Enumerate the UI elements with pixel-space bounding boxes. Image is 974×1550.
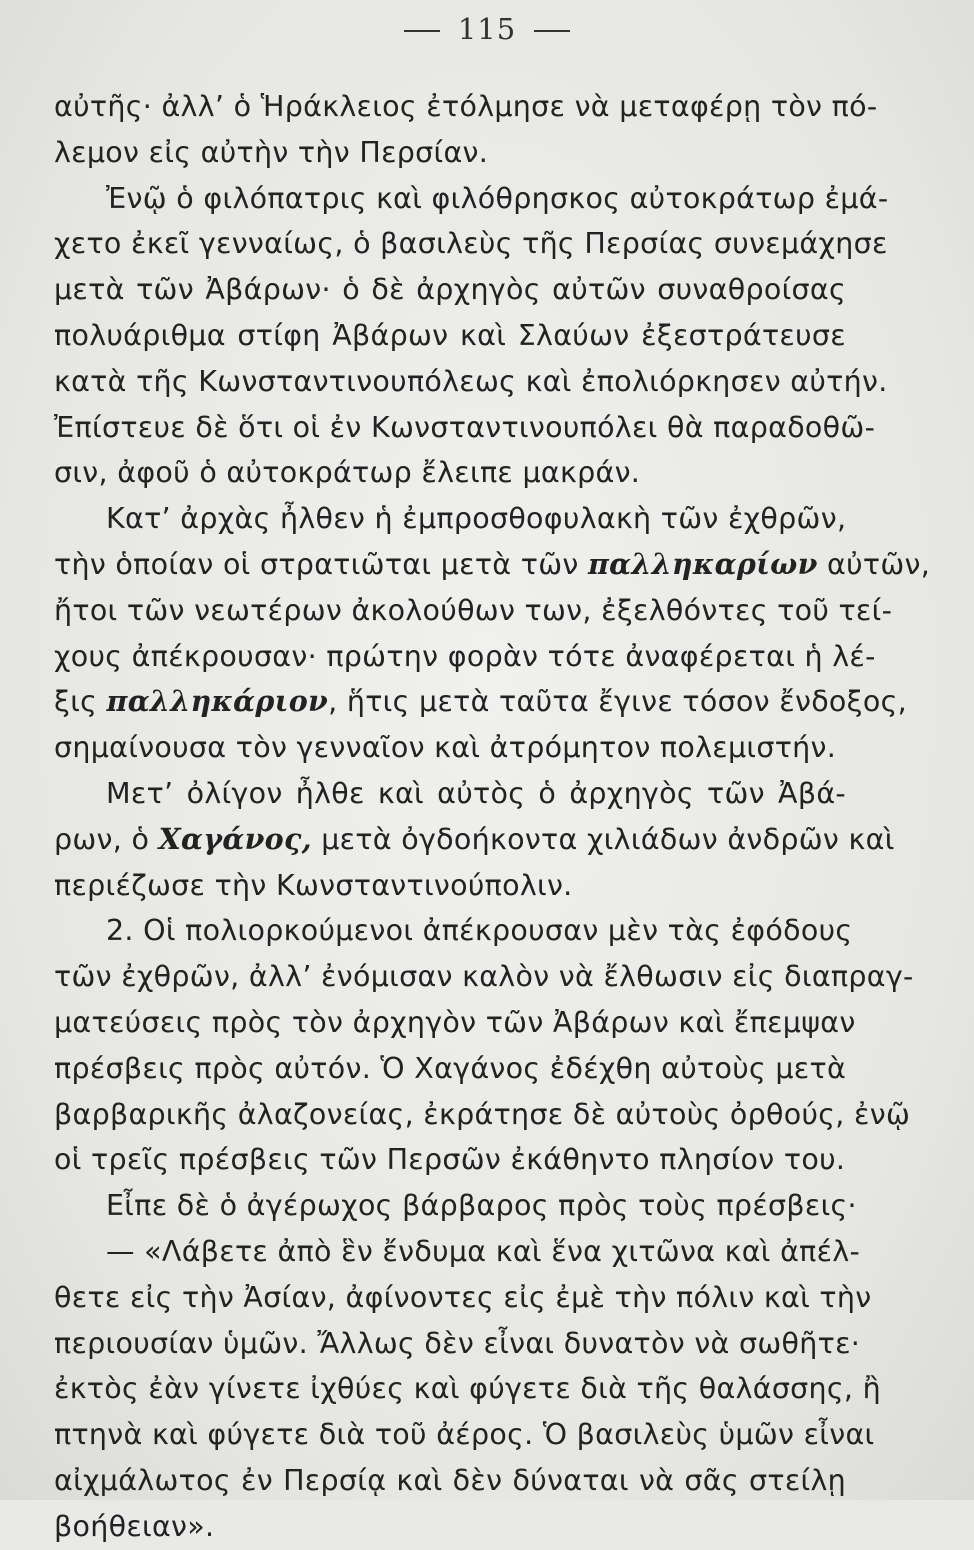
text-line: 2. Οἱ πολιορκούμενοι ἀπέκρουσαν μὲν τὰς ἐφόδους	[106, 914, 853, 948]
emphasized-term: Χαγάνος,	[158, 821, 312, 856]
page-number	[0, 12, 974, 46]
text-line: περιέζωσε τὴν Κωνσταντινούπολιν.	[54, 868, 573, 902]
text-line: Μετ’ ὀλίγον ἦλθε καὶ αὐτὸς ὁ ἀρχηγὸς τῶν Ἀβά-	[106, 776, 846, 810]
text-line: — «Λάβετε ἀπὸ ἓν ἔνδυμα καὶ ἕνα χιτῶνα καὶ ἀπέλ-	[106, 1234, 861, 1268]
text-line: αἰχμάλωτος ἐν Περσίᾳ καὶ δὲν δύναται νὰ σᾶς στείλῃ	[54, 1463, 846, 1497]
text-line: θετε εἰς τὴν Ἀσίαν, ἀφίνοντες εἰς ἐμὲ τὴν πόλιν καὶ τὴν	[54, 1280, 872, 1314]
text-line: κατὰ τῆς Κωνσταντινουπόλεως καὶ ἐπολιόρκησεν αὐτήν.	[54, 364, 888, 398]
text-line: Εἶπε δὲ ὁ ἀγέρωχος βάρβαρος πρὸς τοὺς πρέσβεις·	[106, 1189, 857, 1223]
text-line: τὴν ὁποίαν οἱ στρατιῶται μετὰ τῶν παλληκαρίων αὐτῶν,	[54, 546, 931, 581]
text-line: ἐκτὸς ἐὰν γίνετε ἰχθύες καὶ φύγετε διὰ τῆς θαλάσσης, ἢ	[54, 1372, 882, 1406]
emphasized-term: παλληκάριον	[106, 684, 329, 719]
text-line: Κατ’ ἀρχὰς ἦλθεν ἡ ἐμπροσθοφυλακὴ τῶν ἐχθρῶν,	[106, 502, 847, 536]
left-dash-ornament	[404, 30, 440, 32]
right-dash-ornament	[534, 30, 570, 32]
text-line: οἱ τρεῖς πρέσβεις τῶν Περσῶν ἐκάθηντο πλησίον του.	[54, 1143, 846, 1177]
text-line: σημαίνουσα τὸν γενναῖον καὶ ἀτρόμητον πολεμιστήν.	[54, 731, 837, 765]
text-line: Ἐπίστευε δὲ ὅτι οἱ ἐν Κωνσταντινουπόλει θὰ παραδοθῶ-	[54, 410, 876, 444]
page-number-value: 115	[457, 12, 517, 46]
text-line: τῶν ἐχθρῶν, ἀλλ’ ἐνόμισαν καλὸν νὰ ἔλθωσιν εἰς διαπραγ-	[54, 960, 914, 994]
text-line: σιν, ἀφοῦ ὁ αὐτοκράτωρ ἔλειπε μακράν.	[54, 456, 641, 490]
text-line: ἤτοι τῶν νεωτέρων ἀκολούθων των, ἐξελθόντες τοῦ τεί-	[54, 593, 893, 627]
text-line: βοήθειαν».	[54, 1509, 215, 1543]
text-line: πτηνὰ καὶ φύγετε διὰ τοῦ ἀέρος. Ὁ βασιλεὺς ὑμῶν εἶναι	[54, 1418, 875, 1452]
text-line: αὐτῆς· ἀλλ’ ὁ Ἡράκλειος ἐτόλμησε νὰ μεταφέρῃ τὸν πό-	[54, 90, 878, 123]
text-line: ρων, ὁ Χαγάνος, μετὰ ὀγδοήκοντα χιλιάδων ἀνδρῶν καὶ	[54, 821, 895, 856]
text-line: περιουσίαν ὑμῶν. Ἄλλως δὲν εἶναι δυνατὸν νὰ σωθῆτε·	[54, 1326, 861, 1360]
text-line: μετὰ τῶν Ἀβάρων· ὁ δὲ ἀρχηγὸς αὐτῶν συναθροίσας	[54, 273, 846, 307]
text-line: ξις παλληκάριον, ἥτις μετὰ ταῦτα ἔγινε τόσον ἔνδοξος,	[54, 684, 907, 719]
emphasized-term: παλληκαρίων	[587, 546, 818, 581]
text-line: Ἐνῷ ὁ φιλόπατρις καὶ φιλόθρησκος αὐτοκράτωρ ἐμά-	[106, 181, 889, 215]
text-line: χετο ἐκεῖ γενναίως, ὁ βασιλεὺς τῆς Περσίας συνεμάχησε	[54, 227, 888, 261]
text-line: βαρβαρικῆς ἀλαζονείας, ἐκράτησε δὲ αὐτοὺς ὀρθούς, ἐνῷ	[54, 1097, 911, 1131]
text-line: πρέσβεις πρὸς αὐτόν. Ὁ Χαγάνος ἐδέχθη αὐτοὺς μετὰ	[54, 1051, 847, 1085]
text-line: πολυάριθμα στίφη Ἀβάρων καὶ Σλαύων ἐξεστράτευσε	[54, 318, 846, 352]
text-line: λεμον εἰς αὐτὴν τὴν Περσίαν.	[54, 135, 489, 169]
text-line: ματεύσεις πρὸς τὸν ἀρχηγὸν τῶν Ἀβάρων καὶ ἔπεμψαν	[54, 1005, 856, 1039]
text-line: χους ἀπέκρουσαν· πρώτην φορὰν τότε ἀναφέρεται ἡ λέ-	[54, 639, 876, 673]
body-text	[54, 84, 931, 1550]
